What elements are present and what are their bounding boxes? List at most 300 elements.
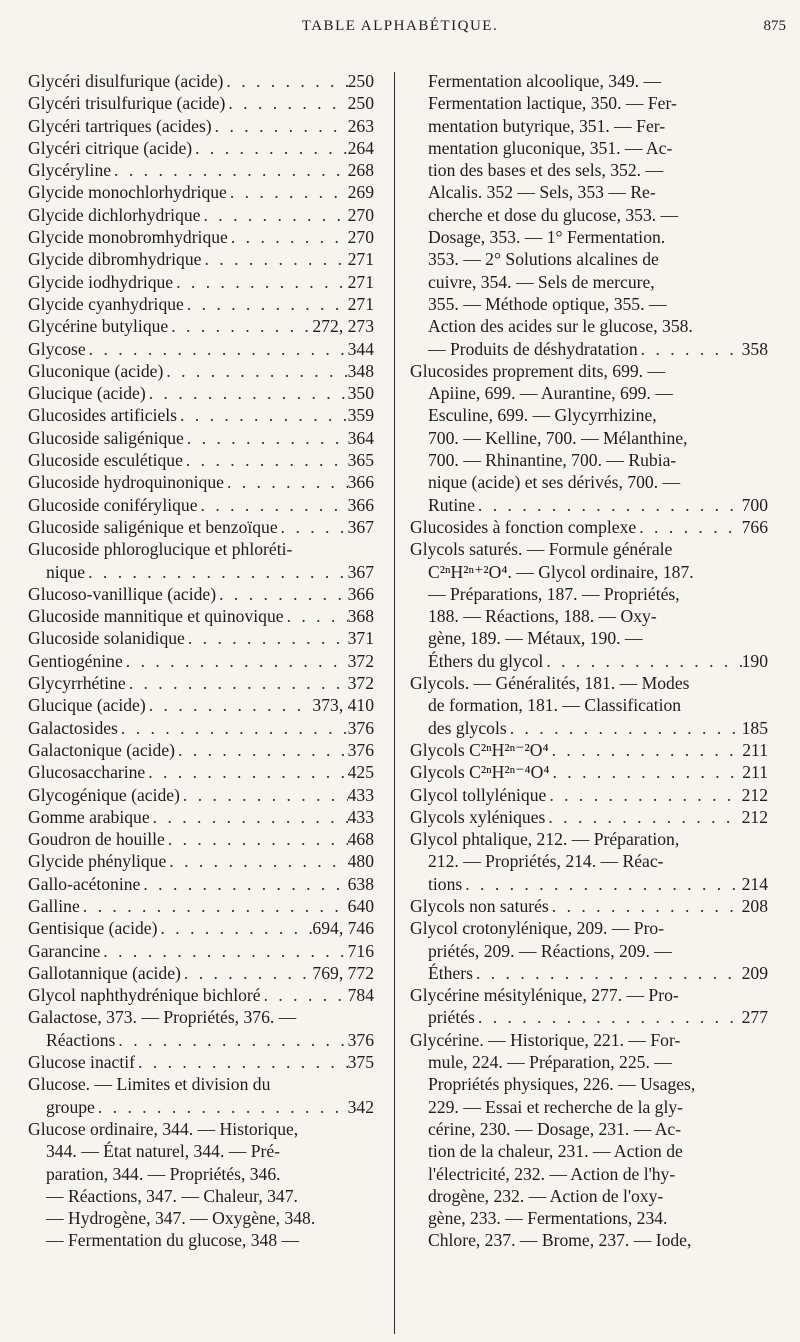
continuation-line: 700. — Rhinantine, 700. — Rubia- — [428, 450, 677, 471]
continuation-line: tion de la chaleur, 231. — Action de — [428, 1141, 683, 1162]
page-reference: 638 — [347, 873, 374, 894]
index-entry — [28, 538, 374, 583]
page-reference: 376 — [347, 1029, 374, 1050]
continuation-line: drogène, 232. — Action de l'oxy- — [428, 1185, 664, 1206]
entry-text: Galactosides — [28, 717, 118, 738]
index-entry — [410, 917, 768, 984]
page-reference: 366 — [347, 472, 374, 493]
index-entry — [28, 427, 374, 449]
continuation-line: Fermentation lactique, 350. — Fer- — [428, 93, 677, 114]
index-line — [28, 449, 374, 471]
dot-leader — [184, 293, 348, 315]
index-entry — [28, 605, 374, 627]
index-line — [28, 984, 374, 1006]
dot-leader — [177, 404, 348, 426]
index-entry — [28, 962, 374, 984]
entry-text: Glucique (acide) — [28, 695, 146, 716]
index-entry — [28, 449, 374, 471]
dot-leader — [475, 494, 742, 516]
dot-leader — [80, 895, 348, 917]
entry-heading-line: Glycérine. — Historique, 221. — For- — [410, 1029, 681, 1050]
continuation-line: Chlore, 237. — Brome, 237. — Iode, — [428, 1230, 692, 1251]
index-line — [28, 561, 374, 583]
index-line — [28, 828, 374, 850]
page-reference: 366 — [347, 494, 374, 515]
index-line — [28, 248, 374, 270]
index-line — [28, 382, 374, 404]
index-entry — [28, 271, 374, 293]
page-reference: 271 — [347, 249, 374, 270]
page-reference: 269 — [347, 182, 374, 203]
entry-text: Glycols C²ⁿH²ⁿ⁻²O⁴ — [410, 739, 549, 760]
index-line — [28, 1096, 374, 1118]
index-line — [28, 516, 374, 538]
entry-heading-line: Glycérine mésitylénique, 277. — Pro- — [410, 985, 679, 1006]
index-entry — [410, 828, 768, 895]
entry-heading-line: Glycol phtalique, 212. — Préparation, — [410, 829, 680, 850]
index-line — [410, 1006, 768, 1028]
page-reference: 366 — [347, 583, 374, 604]
page-reference: 250 — [347, 71, 374, 91]
continuation-line: tion des bases et des sels, 352. — — [428, 160, 664, 181]
index-entry — [28, 917, 374, 939]
index-entry — [28, 70, 374, 92]
entry-text: Glycols non saturés — [410, 895, 549, 916]
entry-text: Glycéryline — [28, 160, 112, 181]
index-line — [28, 873, 374, 895]
index-line — [28, 338, 374, 360]
dot-leader — [168, 315, 312, 337]
continuation-line: Esculine, 699. — Glycyrrhizine, — [428, 405, 657, 426]
continuation-line: mentation butyrique, 351. — Fer- — [428, 115, 666, 136]
entry-text: Glycéri citrique (acide) — [28, 137, 193, 158]
dot-leader — [545, 806, 741, 828]
page-reference: 277 — [741, 1007, 768, 1028]
index-line — [28, 360, 374, 382]
entry-text: nique — [46, 561, 86, 582]
entry-text: Glycols xyléniques — [410, 806, 546, 827]
page-reference: 214 — [741, 873, 768, 894]
index-line — [410, 650, 768, 672]
index-entry — [410, 739, 768, 761]
continuation-line: cuivre, 354. — Sels de mercure, — [428, 271, 655, 292]
entry-text: Gentisique (acide) — [28, 918, 158, 939]
index-entry — [410, 895, 768, 917]
dot-leader — [184, 427, 348, 449]
continuation-line: gène, 233. — Fermentations, 234. — [428, 1208, 668, 1229]
entry-text: Glucoso-vanillique (acide) — [28, 583, 217, 604]
continuation-line: 212. — Propriétés, 214. — Réac- — [428, 851, 664, 872]
entry-heading-line: Glycol crotonylénique, 209. — Pro- — [410, 918, 665, 939]
continuation-line: C²ⁿH²ⁿ⁺²O⁴. — Glycol ordinaire, 187. — [428, 561, 694, 582]
index-entry — [28, 204, 374, 226]
dot-leader — [115, 1029, 347, 1051]
page-reference: 264 — [347, 137, 374, 158]
page-reference: 433 — [347, 806, 374, 827]
page-reference: 342 — [347, 1096, 374, 1117]
page-reference: 364 — [347, 427, 374, 448]
dot-leader — [216, 583, 348, 605]
page-reference: 272, 273 — [312, 316, 374, 337]
entry-text: Gentiogénine — [28, 650, 123, 671]
index-entry — [28, 404, 374, 426]
entry-text: Glycide monochlorhydrique — [28, 182, 227, 203]
dot-leader — [146, 382, 348, 404]
entry-text: Glycogénique (acide) — [28, 784, 180, 805]
page-reference: 367 — [347, 561, 374, 582]
continuation-line: Dosage, 353. — 1° Fermentation. — [428, 227, 666, 248]
index-line — [28, 70, 374, 92]
page-reference: 359 — [347, 405, 374, 426]
entry-text: des glycols — [428, 717, 507, 738]
page-reference: 263 — [347, 115, 374, 136]
entry-heading-line: Glucose. — Limites et division du — [28, 1074, 271, 1095]
index-entry — [28, 92, 374, 114]
entry-heading-line: Glucose ordinaire, 344. — Historique, — [28, 1118, 299, 1139]
index-line — [28, 181, 374, 203]
page-reference: 211 — [742, 762, 768, 783]
dot-leader — [638, 338, 742, 360]
dot-leader — [543, 650, 741, 672]
continuation-line: Propriétés physiques, 226. — Usages, — [428, 1074, 696, 1095]
continuation-line: Fermentation alcoolique, 349. — — [428, 71, 662, 91]
page-reference: 425 — [347, 762, 374, 783]
dot-leader — [185, 627, 348, 649]
index-entry — [28, 739, 374, 761]
dot-leader — [165, 828, 348, 850]
index-line — [410, 806, 768, 828]
continuation-line: 188. — Réactions, 188. — Oxy- — [428, 606, 657, 627]
column-divider — [394, 72, 395, 1334]
dot-leader — [228, 226, 348, 248]
index-line — [28, 293, 374, 315]
index-line — [28, 1029, 374, 1051]
index-entry — [28, 226, 374, 248]
dot-leader — [126, 672, 348, 694]
index-entry — [28, 248, 374, 270]
index-line — [410, 761, 768, 783]
entry-text: Glycérine butylique — [28, 316, 169, 337]
index-entry — [28, 1073, 374, 1118]
dot-leader — [85, 561, 348, 583]
dot-leader — [462, 873, 741, 895]
index-line — [28, 494, 374, 516]
entry-text: Éthers du glycol — [428, 650, 544, 671]
dot-leader — [100, 940, 347, 962]
index-line — [28, 315, 374, 337]
entry-heading-line: Glucosides proprement dits, 699. — — [410, 360, 666, 381]
entry-text: Glucosaccharine — [28, 762, 146, 783]
entry-text: Éthers — [428, 962, 473, 983]
page-reference: 376 — [347, 717, 374, 738]
index-entry — [410, 806, 768, 828]
index-entry — [410, 984, 768, 1029]
index-line — [28, 694, 374, 716]
page-reference: 358 — [741, 338, 768, 359]
index-entry — [28, 315, 374, 337]
page-reference: 716 — [347, 940, 374, 961]
entry-text: Glucoside mannitique et quinovique — [28, 606, 284, 627]
index-line — [28, 761, 374, 783]
entry-text: Glucoside saligénique et benzoïque — [28, 516, 278, 537]
index-entry — [28, 761, 374, 783]
index-entry — [28, 494, 374, 516]
entry-text: tions — [428, 873, 463, 894]
index-line — [410, 739, 768, 761]
index-line — [28, 159, 374, 181]
index-line — [28, 605, 374, 627]
index-entry — [410, 1029, 768, 1252]
page-reference: 270 — [347, 204, 374, 225]
entry-text: Glucosides artificiels — [28, 405, 178, 426]
page-reference: 433 — [347, 784, 374, 805]
entry-text: Galline — [28, 895, 80, 916]
index-line — [410, 717, 768, 739]
entry-text: Glycide cyanhydrique — [28, 293, 184, 314]
page-reference: 365 — [347, 450, 374, 471]
continuation-line: 355. — Méthode optique, 355. — — [428, 293, 667, 314]
continuation-line: 353. — 2° Solutions alcalines de — [428, 249, 659, 270]
dot-leader — [223, 70, 347, 92]
page-reference: 208 — [741, 895, 768, 916]
index-entry — [410, 672, 768, 739]
page-reference: 212 — [741, 806, 768, 827]
index-entry — [28, 717, 374, 739]
entry-text: Glucoside esculétique — [28, 450, 183, 471]
index-entry — [410, 360, 768, 516]
index-line — [410, 494, 768, 516]
dot-leader — [549, 739, 743, 761]
page-reference: 271 — [347, 271, 374, 292]
continuation-line: mule, 224. — Préparation, 225. — — [428, 1052, 672, 1073]
entry-text: Glycide dichlorhydrique — [28, 204, 201, 225]
continuation-line: 229. — Essai et recherche de la gly- — [428, 1096, 684, 1117]
dot-leader — [118, 717, 348, 739]
entry-text: Glycols C²ⁿH²ⁿ⁻⁴O⁴ — [410, 762, 550, 783]
page-reference: 376 — [347, 739, 374, 760]
dot-leader — [200, 204, 347, 226]
dot-leader — [546, 784, 741, 806]
page-reference: 209 — [741, 962, 768, 983]
index-entry — [410, 538, 768, 672]
continuation-line: — Fermentation du glucose, 348 — — [46, 1230, 300, 1251]
index-entry — [28, 1118, 374, 1252]
dot-leader — [278, 516, 348, 538]
entry-text: Gomme arabique — [28, 806, 150, 827]
index-entry — [28, 672, 374, 694]
page-reference: 694, 746 — [312, 918, 374, 939]
index-entry — [28, 137, 374, 159]
entry-text: Glycéri trisulfurique (acide) — [28, 93, 226, 114]
dot-leader — [123, 650, 348, 672]
entry-text: Glycide monobromhydrique — [28, 227, 228, 248]
dot-leader — [157, 917, 312, 939]
continuation-line: Alcalis. 352 — Sels, 353 — Re- — [428, 182, 656, 203]
index-column-left — [28, 70, 374, 1252]
dot-leader — [473, 962, 742, 984]
index-entry — [28, 583, 374, 605]
entry-text: priétés — [428, 1007, 475, 1028]
index-line — [28, 627, 374, 649]
index-line — [28, 917, 374, 939]
index-entry — [28, 1006, 374, 1051]
page-reference: 211 — [742, 739, 768, 760]
index-line — [28, 962, 374, 984]
page-reference: 350 — [347, 383, 374, 404]
dot-leader — [636, 516, 741, 538]
index-line — [28, 650, 374, 672]
entry-text: — Produits de déshydratation — [428, 338, 638, 359]
entry-heading-line: Glycols. — Généralités, 181. — Modes — [410, 673, 690, 694]
index-line — [410, 962, 768, 984]
page-reference: 270 — [347, 227, 374, 248]
continuation-line: l'électricité, 232. — Action de l'hy- — [428, 1163, 676, 1184]
page-reference: 250 — [347, 93, 374, 114]
continuation-line: Action des acides sur le glucose, 358. — [428, 316, 693, 337]
dot-leader — [227, 181, 348, 203]
index-entry — [28, 159, 374, 181]
index-line — [28, 92, 374, 114]
page-reference: 372 — [347, 650, 374, 671]
running-title: TABLE ALPHABÉTIQUE. — [301, 18, 499, 34]
dot-leader — [95, 1096, 348, 1118]
dot-leader — [261, 984, 348, 1006]
page-reference: 344 — [347, 338, 374, 359]
index-entry — [28, 940, 374, 962]
index-line — [28, 115, 374, 137]
index-entry — [28, 293, 374, 315]
dot-leader — [86, 338, 348, 360]
entry-text: Glucique (acide) — [28, 383, 146, 404]
dot-leader — [212, 115, 348, 137]
dot-leader — [175, 739, 348, 761]
entry-text: Glycol tollylénique — [410, 784, 547, 805]
page-reference: 371 — [347, 628, 374, 649]
continuation-line: priétés, 209. — Réactions, 209. — — [428, 940, 672, 961]
index-line — [28, 850, 374, 872]
continuation-line: de formation, 181. — Classification — [428, 695, 682, 716]
entry-text: Glycide iodhydrique — [28, 271, 174, 292]
page-reference: 784 — [347, 985, 374, 1006]
index-entry — [28, 784, 374, 806]
dot-leader — [166, 850, 347, 872]
entry-text: Glycéri disulfurique (acide) — [28, 71, 224, 91]
entry-text: Glycide phénylique — [28, 851, 167, 872]
index-entry — [28, 806, 374, 828]
index-line — [410, 895, 768, 917]
continuation-line: 700. — Kelline, 700. — Mélanthine, — [428, 427, 688, 448]
dot-leader — [183, 449, 348, 471]
page-reference: 375 — [347, 1052, 374, 1073]
dot-leader — [145, 761, 347, 783]
index-entry — [28, 828, 374, 850]
index-line — [410, 784, 768, 806]
page-number: 875 — [763, 18, 786, 34]
entry-text: groupe — [46, 1096, 95, 1117]
index-entry — [28, 873, 374, 895]
page-reference: 769, 772 — [312, 962, 374, 983]
entry-text: Glucoside saligénique — [28, 427, 184, 448]
page-reference: 268 — [347, 160, 374, 181]
entry-text: Gluconique (acide) — [28, 360, 164, 381]
dot-leader — [140, 873, 347, 895]
page-reference: 185 — [741, 717, 768, 738]
dot-leader — [163, 360, 347, 382]
index-line — [410, 338, 768, 360]
index-line — [28, 471, 374, 493]
continuation-line: — Réactions, 347. — Chaleur, 347. — [46, 1185, 298, 1206]
dot-leader — [181, 962, 313, 984]
page-reference: 348 — [347, 360, 374, 381]
dot-leader — [180, 784, 348, 806]
index-line — [28, 717, 374, 739]
index-line — [28, 895, 374, 917]
continuation-line: nique (acide) et ses dérivés, 700. — — [428, 472, 681, 493]
index-line — [410, 873, 768, 895]
index-entry — [28, 181, 374, 203]
page-reference: 480 — [347, 851, 374, 872]
page-reference: 368 — [347, 606, 374, 627]
dot-leader — [549, 895, 742, 917]
index-entry — [28, 382, 374, 404]
page-reference: 373, 410 — [312, 695, 374, 716]
index-line — [410, 516, 768, 538]
entry-text: Rutine — [428, 494, 475, 515]
index-entry — [28, 471, 374, 493]
continuation-line: cérine, 230. — Dosage, 231. — Ac- — [428, 1118, 682, 1139]
entry-text: Glucoside hydroquinonique — [28, 472, 224, 493]
dot-leader — [507, 717, 742, 739]
index-entry — [28, 627, 374, 649]
continuation-line: Apiine, 699. — Aurantine, 699. — — [428, 383, 673, 404]
dot-leader — [135, 1051, 348, 1073]
index-entry — [28, 115, 374, 137]
entry-text: Gallo-acétonine — [28, 873, 141, 894]
continuation-line: mentation gluconique, 351. — Ac- — [428, 137, 673, 158]
index-entry — [28, 650, 374, 672]
entry-heading-line: Glycols saturés. — Formule générale — [410, 539, 673, 560]
index-line — [28, 1051, 374, 1073]
page-reference: 271 — [347, 293, 374, 314]
index-entry — [410, 70, 768, 360]
continuation-line: cherche et dose du glucose, 353. — — [428, 204, 679, 225]
continuation-line: 344. — État naturel, 344. — Pré- — [46, 1141, 281, 1162]
index-entry — [28, 984, 374, 1006]
index-line — [28, 137, 374, 159]
entry-heading-line: Galactose, 373. — Propriétés, 376. — — [28, 1007, 297, 1028]
page-reference: 367 — [347, 516, 374, 537]
index-entry — [28, 516, 374, 538]
entry-text: Glycyrrhétine — [28, 673, 126, 694]
entry-text: Glycide dibromhydrique — [28, 249, 202, 270]
entry-text: Gallotannique (acide) — [28, 962, 181, 983]
entry-heading-line: Glucoside phloroglucique et phloréti- — [28, 539, 293, 560]
continuation-line: — Préparations, 187. — Propriétés, — [428, 583, 680, 604]
page-reference: 766 — [741, 516, 768, 537]
index-line — [28, 583, 374, 605]
entry-text: Glycose — [28, 338, 86, 359]
index-entry — [410, 761, 768, 783]
page-reference: 190 — [741, 650, 768, 671]
index-entry — [28, 895, 374, 917]
dot-leader — [192, 137, 347, 159]
index-line — [28, 672, 374, 694]
entry-text: Goudron de houille — [28, 829, 165, 850]
entry-text: Galactonique (acide) — [28, 739, 176, 760]
page-reference: 372 — [347, 673, 374, 694]
index-entry — [410, 516, 768, 538]
dot-leader — [198, 494, 348, 516]
